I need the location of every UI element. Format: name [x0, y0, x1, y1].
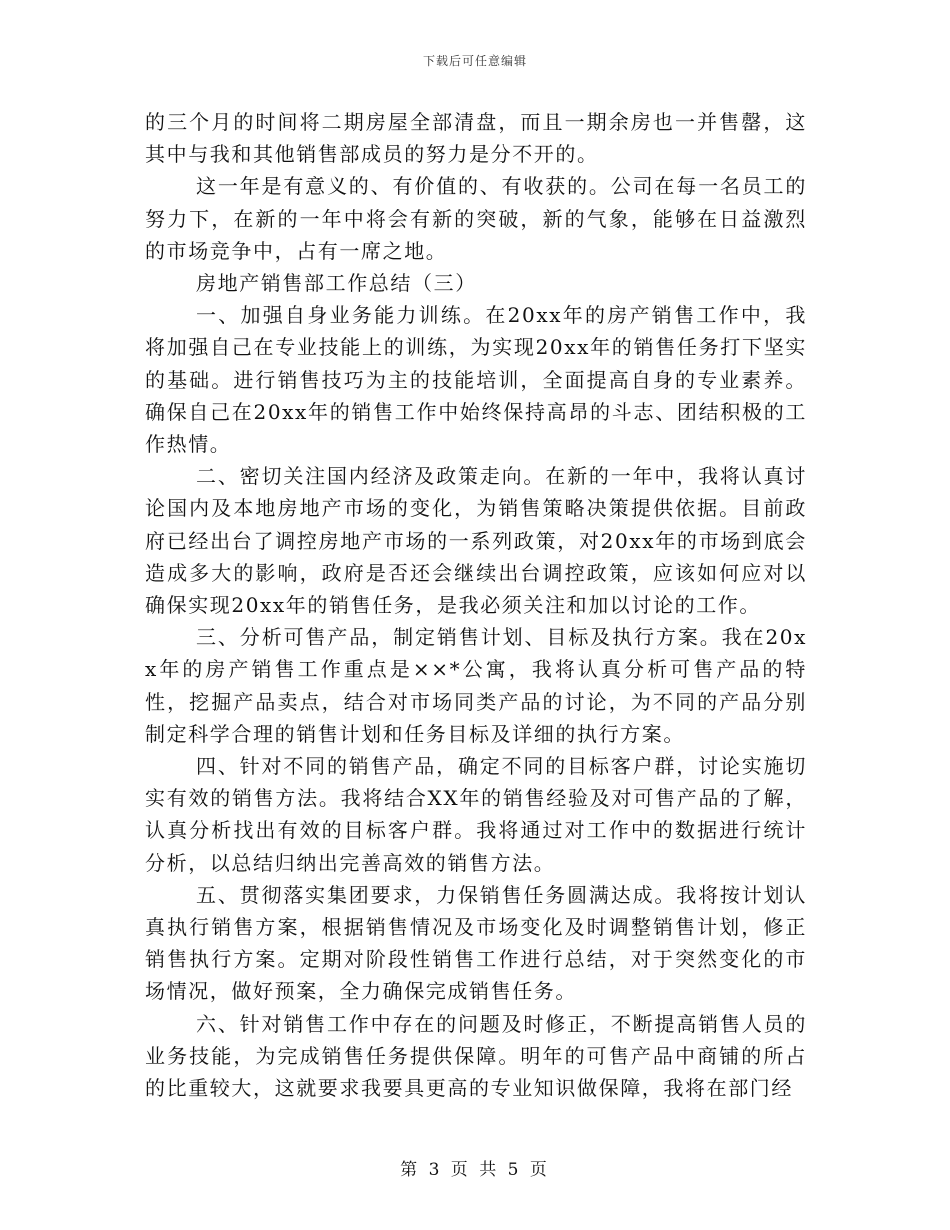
- paragraph-item-4: 四、针对不同的销售产品，确定不同的目标客户群，讨论实施切实有效的销售方法。我将结合XX年的销售经验及对可售产品的了解，认真分析找出有效的目标客户群。我将通过对工作中的数据进行统计分析，以总结归纳出完善高效的销售方法。: [145, 754, 807, 875]
- paragraph-item-3: 三、分析可售产品，制定销售计划、目标及执行方案。我在20xx年的房产销售工作重点是××*公寓，我将认真分析可售产品的特性，挖掘产品卖点，结合对市场同类产品的讨论，为不同的产品分别制定科学合理的销售计划和任务目标及详细的执行方案。: [145, 625, 807, 746]
- paragraph-item-5: 五、贯彻落实集团要求，力保销售任务圆满达成。我将按计划认真执行销售方案，根据销售情况及市场变化及时调整销售计划，修正销售执行方案。定期对阶段性销售工作进行总结，对于突然变化的市场情况，做好预案，全力确保完成销售任务。: [145, 882, 807, 1004]
- paragraph-item-1: 一、加强自身业务能力训练。在20xx年的房产销售工作中，我将加强自己在专业技能上的训练，为实现20xx年的销售任务打下坚实的基础。进行销售技巧为主的技能培训，全面提高自身的专业素养。确保自己在20xx年的销售工作中始终保持高昂的斗志、团结积极的工作热情。: [145, 303, 807, 457]
- page-header: 下载后可任意编辑: [422, 54, 527, 68]
- paragraph-item-6: 六、针对销售工作中存在的问题及时修正，不断提高销售人员的业务技能，为完成销售任务提供保障。明年的可售产品中商铺的所占的比重较大，这就要求我要具更高的专业知识做保障，我将在部门经: [145, 1011, 807, 1101]
- document-body: [145, 106, 807, 1104]
- page-number: 第 3 页 共 5 页: [400, 1160, 550, 1180]
- paragraph-continuation: 的三个月的时间将二期房屋全部清盘，而且一期余房也一并售罄，这其中与我和其他销售部成员的努力是分不开的。: [145, 110, 807, 167]
- paragraph-item-2: 二、密切关注国内经济及政策走向。在新的一年中，我将认真讨论国内及本地房地产市场的变化，为销售策略决策提供依据。目前政府已经出台了调控房地产市场的一系列政策，对20xx年的市场到底会造成多大的影响，政府是否还会继续出台调控政策，应该如何应对以确保实现20xx年的销售任务，是我必须关注和加以讨论的工作。: [145, 464, 807, 618]
- paragraph-summary: 这一年是有意义的、有价值的、有收获的。公司在每一名员工的努力下，在新的一年中将会有新的突破，新的气象，能够在日益激烈的市场竞争中，占有一席之地。: [145, 174, 807, 263]
- section-title: 房地产销售部工作总结（三）: [196, 271, 477, 296]
